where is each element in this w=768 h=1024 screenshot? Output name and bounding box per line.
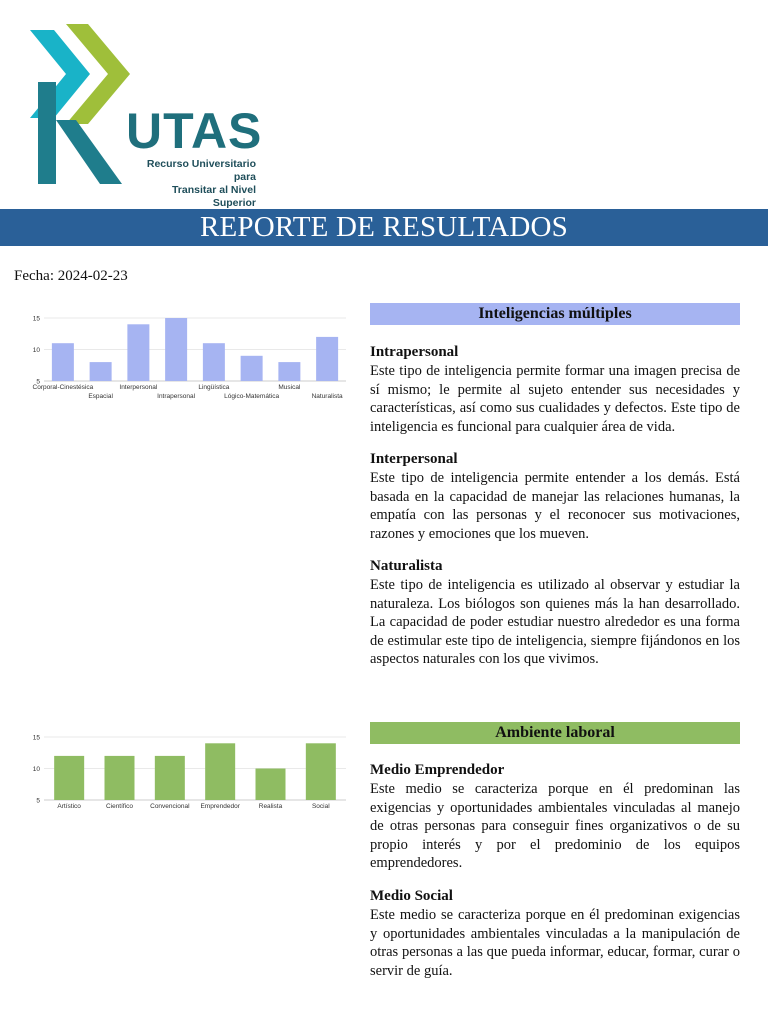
interpersonal-text: Este tipo de inteligencia permite entender a los demás. Está basada en la capacidad de manejar las relaciones humanas, la empatía con las personas y el reconocer sus motivaciones, razones y emociones que los mueven. bbox=[370, 470, 740, 542]
bar bbox=[278, 362, 300, 381]
logo-tagline bbox=[126, 158, 256, 210]
x-tick-label: Espacial bbox=[88, 393, 113, 400]
entrepreneur-title: Medio Emprendedor bbox=[370, 762, 505, 778]
bar bbox=[306, 743, 336, 800]
multiple-intelligences-heading: Inteligencias múltiples bbox=[370, 303, 740, 325]
bar bbox=[256, 769, 286, 801]
logo-wordmark: UTAS bbox=[126, 103, 263, 159]
social-block bbox=[370, 887, 740, 980]
interpersonal-title: Interpersonal bbox=[370, 451, 458, 467]
report-date: Fecha: 2024-02-23 bbox=[14, 268, 128, 284]
logo-tagline-line2: Transitar al Nivel Superior bbox=[171, 184, 256, 209]
x-tick-label: Científico bbox=[105, 803, 134, 810]
intelligences-chart bbox=[0, 308, 360, 408]
y-tick-label: 15 bbox=[32, 315, 40, 323]
x-tick-label: Lógico-Matemática bbox=[224, 393, 280, 400]
intelligences-chart-svg bbox=[0, 308, 360, 408]
bar bbox=[203, 343, 225, 381]
x-tick-label: Interpersonal bbox=[119, 384, 158, 391]
intrapersonal-title: Intrapersonal bbox=[370, 344, 459, 360]
rutas-logo bbox=[30, 20, 263, 209]
bar bbox=[155, 756, 185, 800]
bar bbox=[90, 362, 112, 381]
work-environment-heading: Ambiente laboral bbox=[370, 722, 740, 744]
bar bbox=[127, 324, 149, 381]
bar bbox=[165, 318, 187, 381]
x-tick-label: Naturalista bbox=[311, 393, 343, 400]
y-tick-label: 5 bbox=[36, 797, 40, 805]
bar bbox=[316, 337, 338, 381]
bar bbox=[52, 343, 74, 381]
naturalist-text: Este tipo de inteligencia es utilizado al observar y estudiar la naturaleza. Los biólogos son quienes más la han desarrollado. La capacidad de poder estudiar nuestro alrededor es una forma de estimular este tipo de inteligencia, siempre fijándonos en los aspectos naturales con los que vivimos. bbox=[370, 577, 740, 668]
work-environment-chart bbox=[0, 727, 360, 827]
y-tick-label: 15 bbox=[32, 734, 40, 742]
report-title-banner: REPORTE DE RESULTADOS bbox=[0, 209, 768, 246]
x-tick-label: Social bbox=[311, 803, 330, 810]
interpersonal-block bbox=[370, 450, 740, 543]
x-tick-label: Artístico bbox=[57, 803, 81, 810]
x-tick-label: Emprendedor bbox=[200, 803, 240, 810]
social-title: Medio Social bbox=[370, 888, 453, 904]
entrepreneur-text: Este medio se caracteriza porque en él predominan las exigencias y oportunidades ambientales vinculadas al manejo de otras personas para conseguir fines organizativos o de su propio interés y por el predominio de los equipos emprendedores. bbox=[370, 781, 740, 872]
naturalist-block bbox=[370, 557, 740, 669]
naturalist-title: Naturalista bbox=[370, 558, 443, 574]
work-environment-chart-svg bbox=[0, 727, 360, 827]
y-tick-label: 10 bbox=[32, 347, 40, 354]
bar bbox=[241, 356, 263, 381]
entrepreneur-block bbox=[370, 761, 740, 873]
x-tick-label: Convencional bbox=[150, 803, 190, 810]
intrapersonal-block bbox=[370, 343, 740, 436]
x-tick-label: Musical bbox=[278, 384, 301, 391]
social-text: Este medio se caracteriza porque en él predominan exigencias y oportunidades ambientales vinculadas a la manipulación de otras personas a las que pueda informar, educar, formar, curar o servir de guía. bbox=[370, 907, 740, 979]
bar bbox=[205, 743, 235, 800]
y-tick-label: 10 bbox=[32, 766, 40, 773]
y-tick-label: 5 bbox=[36, 378, 40, 386]
x-tick-label: Corporal-Cinestésica bbox=[32, 384, 94, 391]
x-tick-label: Realista bbox=[258, 803, 283, 810]
logo-tagline-line1: Recurso Universitario para bbox=[146, 158, 256, 183]
bar bbox=[54, 756, 84, 800]
x-tick-label: Intrapersonal bbox=[157, 393, 196, 400]
bar bbox=[105, 756, 135, 800]
intrapersonal-text: Este tipo de inteligencia permite formar una imagen precisa de sí mismo; le permite al sujeto entender sus necesidades y características, así como sus cualidades y defectos. Este tipo de inteligencia es funcional para cualquier área de vida. bbox=[370, 363, 740, 435]
x-tick-label: Lingüística bbox=[198, 384, 230, 391]
